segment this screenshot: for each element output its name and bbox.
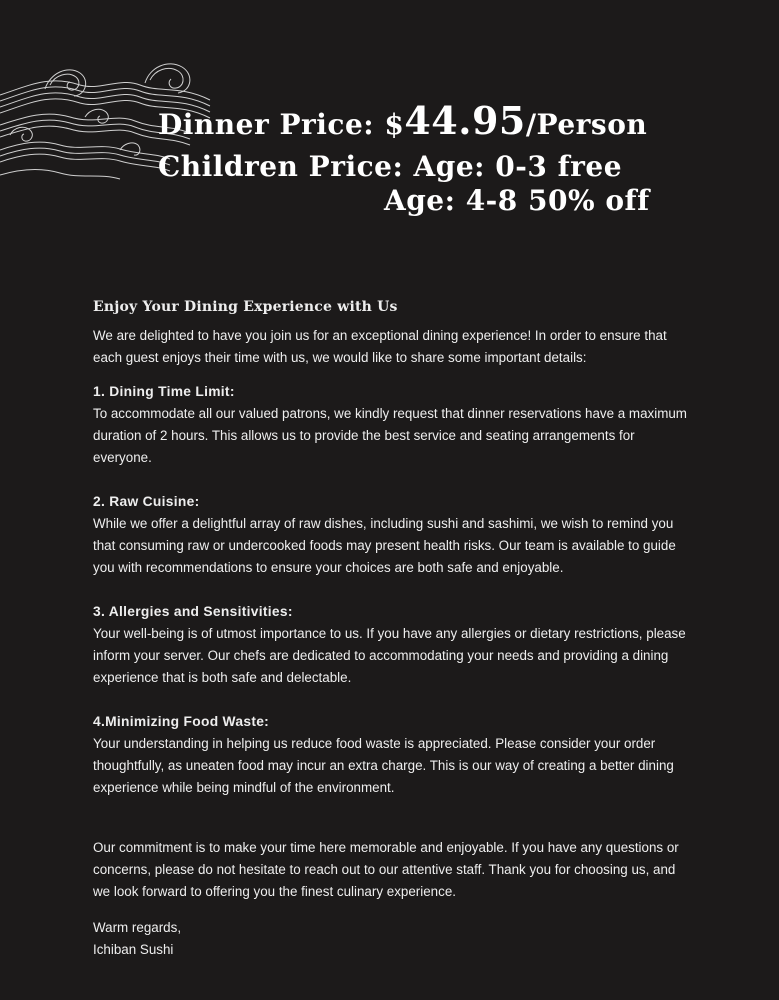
section-title: 2. Raw Cuisine: [93,494,200,509]
letter-intro: We are delighted to have you join us for an exceptional dining experience! In order to ensure that each guest enjoys their time with us, we would like to share some important details: [93,328,667,365]
policy-section [93,601,693,689]
dinner-price [158,98,647,143]
letter-content [93,296,693,961]
dinner-price-amount: 44.95 [404,98,526,143]
section-body: Your well-being is of utmost importance to us. If you have any allergies or dietary restrictions, please inform your server. Our chefs are dedicated to accommodating your needs and providing a dining experience that is both safe and delectable. [93,626,686,685]
section-body: While we offer a delightful array of raw dishes, including sushi and sashimi, we wish to remind you that consuming raw or undercooked foods may present health risks. Our team is available to guide you with recommendations to ensure your choices are both safe and enjoyable. [93,516,676,575]
signoff: Warm regards, [93,920,182,935]
policy-section [93,711,693,799]
policy-section [93,381,693,469]
children-price: Children Price: Age: 0-3 free [158,150,623,183]
letter-heading: Enjoy Your Dining Experience with Us [93,299,398,315]
section-body: To accommodate all our valued patrons, we kindly request that dinner reservations have a maximum duration of 2 hours. This allows us to provide the best service and seating arrangements for everyone. [93,406,687,465]
policy-section [93,491,693,579]
children-price-line2: Age: 4-8 50% off [384,184,650,217]
dinner-price-label: Dinner Price: $ [158,108,405,141]
closing-paragraph: Our commitment is to make your time here memorable and enjoyable. If you have any questions or concerns, please do not hesitate to reach out to our attentive staff. Thank you for choosing us, and we look forward to offering you the finest culinary experience. [93,840,679,899]
section-body: Your understanding in helping us reduce food waste is appreciated. Please consider your order thoughtfully, as uneaten food may incur an extra charge. This is our way of creating a better dining experience while being mindful of the environment. [93,736,674,795]
signature: Ichiban Sushi [93,942,174,957]
section-title: 3. Allergies and Sensitivities: [93,604,293,619]
dinner-price-unit: /Person [525,108,648,141]
section-title: 4.Minimizing Food Waste: [93,714,270,729]
section-title: 1. Dining Time Limit: [93,384,235,399]
